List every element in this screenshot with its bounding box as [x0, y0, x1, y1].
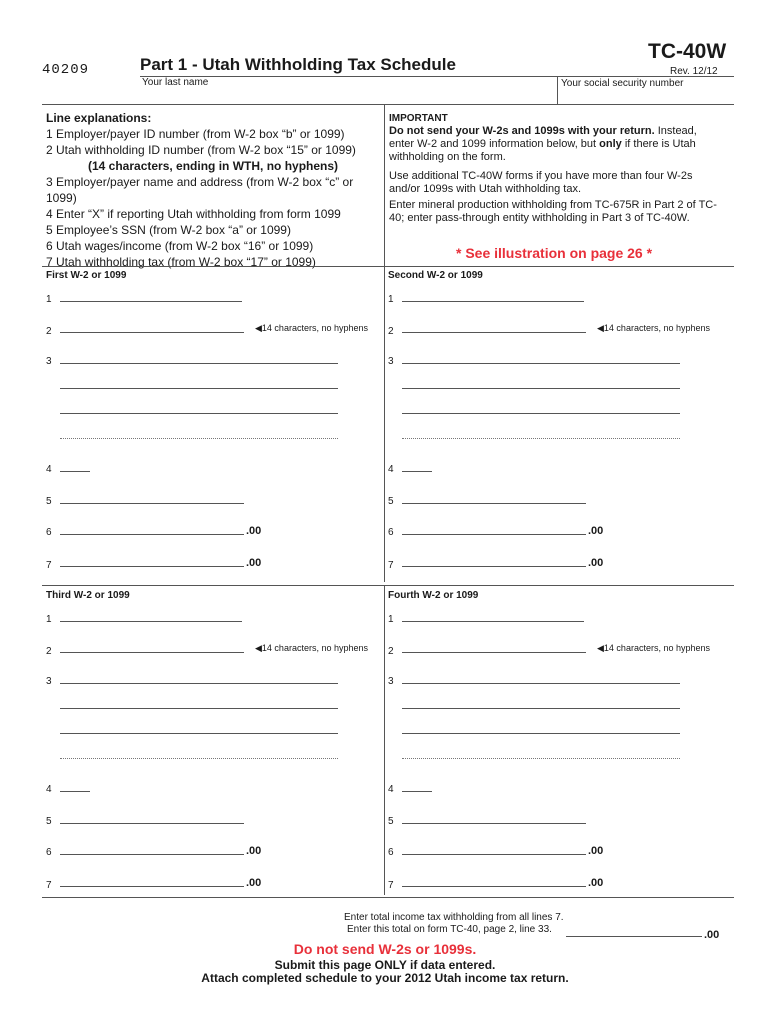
submit-text: Submit this page ONLY if data entered. [274, 958, 496, 972]
last-name-field[interactable] [140, 89, 552, 103]
ssn-field[interactable] [561, 90, 733, 103]
third-w2-heading: Third W-2 or 1099 [46, 590, 130, 601]
form-code: 40209 [42, 62, 90, 78]
page-title: Part 1 - Utah Withholding Tax Schedule [140, 55, 456, 74]
line-number-4: 4 [388, 784, 394, 795]
first-employee-ssn-field[interactable] [60, 503, 244, 504]
header-rule [140, 76, 734, 77]
first-w2-heading: First W-2 or 1099 [46, 270, 127, 281]
second-utah-withholding-id-field[interactable] [402, 332, 586, 333]
important-paragraph-1: Do not send your W-2s and 1099s with your return. Instead, enter W-2 and 1099 information below, but only if there is Utah withholding on the form. [389, 125, 697, 163]
fourth-utah-withholding-id-field[interactable] [402, 652, 586, 653]
fourth-utah-withholding-tax-field[interactable] [402, 886, 586, 887]
fourth-employer-address-line-2[interactable] [402, 733, 680, 734]
fourth-employer-address-line-1[interactable] [402, 708, 680, 709]
third-utah-withholding-tax-field[interactable] [60, 886, 244, 887]
cents-zero: .00 [588, 557, 604, 569]
total-cents: .00 [704, 929, 720, 941]
line-number-6: 6 [46, 847, 52, 858]
header-bottom-rule [42, 104, 734, 105]
fourteen-char-hint: ◀14 characters, no hyphens [597, 323, 710, 333]
line-number-3: 3 [46, 676, 52, 687]
cents-zero: .00 [588, 845, 604, 857]
last-name-label: Your last name [142, 77, 209, 88]
important-box [389, 112, 719, 225]
second-w2-heading: Second W-2 or 1099 [388, 270, 483, 281]
line-number-4: 4 [46, 784, 52, 795]
line-number-1: 1 [46, 294, 52, 305]
second-employer-address-line-3[interactable] [402, 438, 680, 439]
line-number-5: 5 [388, 496, 394, 507]
second-employer-id-field[interactable] [402, 301, 584, 302]
line-number-7: 7 [388, 560, 394, 571]
third-employee-ssn-field[interactable] [60, 823, 244, 824]
first-utah-wages-field[interactable] [60, 534, 244, 535]
important-paragraph-3: Enter mineral production withholding from TC-675R in Part 2 of TC-40; enter pass-through entity withholding in Part 3 of TC-40W. [389, 199, 717, 224]
illustration-note: * See illustration on page 26 * [456, 245, 653, 261]
line-number-7: 7 [46, 560, 52, 571]
second-utah-wages-field[interactable] [402, 534, 586, 535]
fourth-employer-address-line-3[interactable] [402, 758, 680, 759]
cents-zero: .00 [246, 845, 262, 857]
line-number-1: 1 [388, 614, 394, 625]
line-number-6: 6 [388, 527, 394, 538]
ssn-divider [557, 76, 558, 104]
line-number-2: 2 [388, 326, 394, 337]
line-number-2: 2 [46, 646, 52, 657]
line-explanations [46, 110, 381, 270]
line-number-6: 6 [46, 527, 52, 538]
total-instructions [344, 912, 564, 936]
first-utah-withholding-tax-field[interactable] [60, 566, 244, 567]
line-number-5: 5 [46, 496, 52, 507]
fourth-employee-ssn-field[interactable] [402, 823, 586, 824]
explanation-6: 6 Utah wages/income (from W-2 box “16” or 1099) [46, 239, 314, 253]
explanation-1: 1 Employer/payer ID number (from W-2 box “b” or 1099) [46, 127, 345, 141]
explanation-2-note: (14 characters, ending in WTH, no hyphens) [88, 159, 339, 173]
line-number-2: 2 [388, 646, 394, 657]
first-employer-name-field[interactable] [60, 363, 338, 364]
first-employer-address-line-3[interactable] [60, 438, 338, 439]
line-number-6: 6 [388, 847, 394, 858]
fourth-employer-name-field[interactable] [402, 683, 680, 684]
line-number-5: 5 [46, 816, 52, 827]
fourth-form-1099-checkbox[interactable] [402, 791, 432, 792]
first-employer-address-line-1[interactable] [60, 388, 338, 389]
third-employer-address-line-3[interactable] [60, 758, 338, 759]
first-employer-address-line-2[interactable] [60, 413, 338, 414]
cents-zero: .00 [246, 557, 262, 569]
ssn-label: Your social security number [561, 78, 684, 89]
third-employer-address-line-1[interactable] [60, 708, 338, 709]
second-employer-address-line-1[interactable] [402, 388, 680, 389]
line-number-3: 3 [388, 356, 394, 367]
fourth-utah-wages-field[interactable] [402, 854, 586, 855]
cents-zero: .00 [588, 525, 604, 537]
fourth-w2-heading: Fourth W-2 or 1099 [388, 590, 479, 601]
second-utah-withholding-tax-field[interactable] [402, 566, 586, 567]
important-paragraph-2: Use additional TC-40W forms if you have more than four W-2s and/or 1099s with Utah withholding tax. [389, 170, 693, 195]
second-form-1099-checkbox[interactable] [402, 471, 432, 472]
first-form-1099-checkbox[interactable] [60, 471, 90, 472]
third-form-1099-checkbox[interactable] [60, 791, 90, 792]
form-id: TC-40W [648, 40, 727, 63]
line-number-4: 4 [46, 464, 52, 475]
line-number-4: 4 [388, 464, 394, 475]
line-number-7: 7 [46, 880, 52, 891]
explanation-4: 4 Enter “X” if reporting Utah withholding from form 1099 [46, 207, 341, 221]
fourth-employer-id-field[interactable] [402, 621, 584, 622]
fourteen-char-hint: ◀14 characters, no hyphens [255, 323, 368, 333]
explanation-5: 5 Employee’s SSN (from W-2 box “a” or 1099) [46, 223, 291, 237]
second-employer-name-field[interactable] [402, 363, 680, 364]
explanation-7: 7 Utah withholding tax (from W-2 box “17” or 1099) [46, 255, 316, 269]
total-instruction-1: Enter total income tax withholding from all lines 7. [344, 912, 564, 923]
third-utah-withholding-id-field[interactable] [60, 652, 244, 653]
top-column-divider [384, 104, 385, 266]
attach-text: Attach completed schedule to your 2012 Utah income tax return. [201, 971, 569, 985]
line-number-3: 3 [388, 676, 394, 687]
line-number-3: 3 [46, 356, 52, 367]
third-utah-wages-field[interactable] [60, 854, 244, 855]
line-number-5: 5 [388, 816, 394, 827]
section-rule-middle [42, 585, 734, 586]
third-employer-name-field[interactable] [60, 683, 338, 684]
explanation-3: 3 Employer/payer name and address (from W-2 box “c” or 1099) [46, 175, 354, 205]
revision: Rev. 12/12 [670, 66, 718, 77]
important-heading: IMPORTANT [389, 113, 448, 124]
line-number-2: 2 [46, 326, 52, 337]
explanation-2: 2 Utah withholding ID number (from W-2 box “15” or 1099) [46, 143, 356, 157]
second-employee-ssn-field[interactable] [402, 503, 586, 504]
third-employer-address-line-2[interactable] [60, 733, 338, 734]
column-divider-lower [384, 585, 385, 895]
warning-text: Do not send W-2s or 1099s. [293, 941, 477, 957]
total-instruction-2: Enter this total on form TC-40, page 2, line 33. [347, 924, 552, 935]
line-number-1: 1 [388, 294, 394, 305]
first-employer-id-field[interactable] [60, 301, 242, 302]
first-utah-withholding-id-field[interactable] [60, 332, 244, 333]
explanations-heading: Line explanations: [46, 111, 152, 125]
cents-zero: .00 [246, 525, 262, 537]
section-rule-top [42, 266, 734, 267]
fourteen-char-hint: ◀14 characters, no hyphens [255, 643, 368, 653]
cents-zero: .00 [246, 877, 262, 889]
section-rule-bottom [42, 897, 734, 898]
total-withholding-field[interactable] [566, 936, 702, 937]
cents-zero: .00 [588, 877, 604, 889]
fourteen-char-hint: ◀14 characters, no hyphens [597, 643, 710, 653]
line-number-7: 7 [388, 880, 394, 891]
third-employer-id-field[interactable] [60, 621, 242, 622]
second-employer-address-line-2[interactable] [402, 413, 680, 414]
line-number-1: 1 [46, 614, 52, 625]
column-divider-upper [384, 266, 385, 582]
